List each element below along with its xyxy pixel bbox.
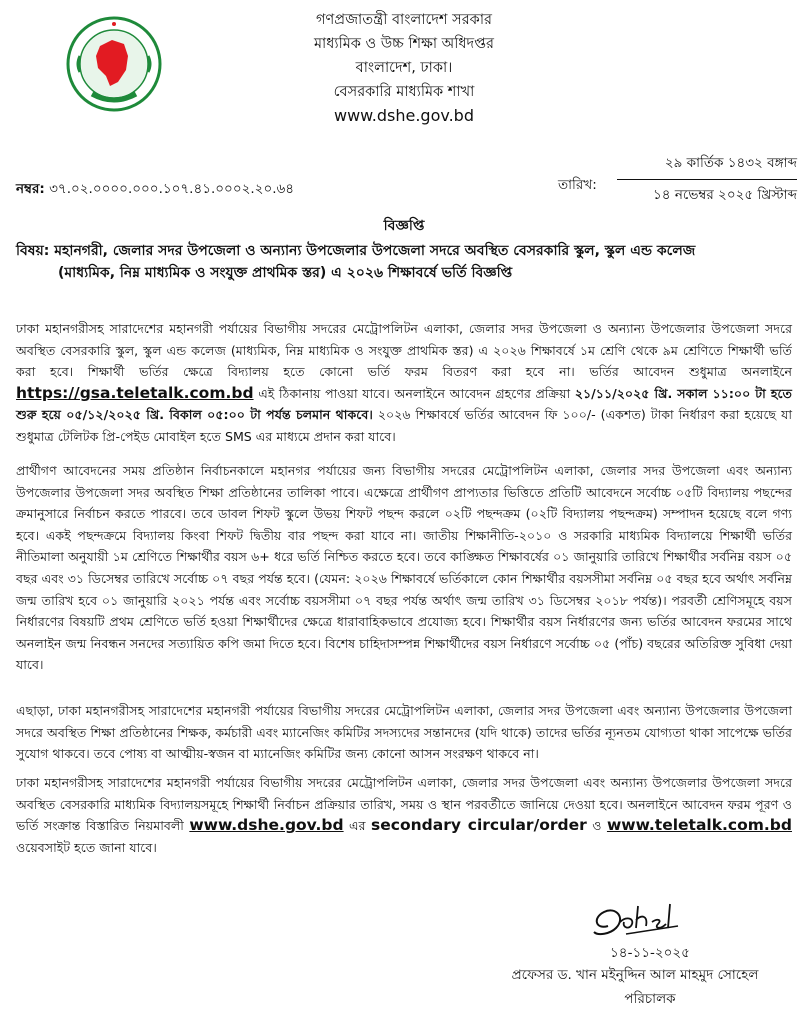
paragraph-3: এছাড়া, ঢাকা মহানগরীসহ সারাদেশের মহানগরী পর্যায়ের বিভাগীয় সদরের মেট্রোপলিটন এলাকা, জেলার সদর উপজেলা এবং অন্যান্য উপজেলার উপজেলা সদরে অবস্থিত শিক্ষা প্রতিষ্ঠানের শিক্ষক, কর্মচারী এবং ম্যানেজিং কমিটির সদস্যদের সন্তানদের (যদি থাকে) তাদের ভর্তির ন্যূনতম যোগ্যতা থাকা সাপেক্ষে ভর্তির সুযোগ থাকবে। তবে পোষ্য বা আত্মীয়-স্বজন বা ম্যানেজিং কমিটির জন্য কোনো আসন সংরক্ষণ থাকবে না। [16,703,792,762]
p4-text-c: ও [586,818,607,834]
dshe-link[interactable]: www.dshe.gov.bd [189,816,344,835]
p1-text-c: ২০২৬ শিক্ষাবর্ষে ভর্তির আবেদন ফি ১০০/- (একশত) টাকা নির্ধারণ করা হয়েছে যা শুধুমাত্র টেলিটক প্রি-পেইড মোবাইল হতে SMS এর মাধ্যমে প্রদান করা যাবে। [16,407,793,444]
subject-text-2: (মাধ্যমিক, নিম্ন মাধ্যমিক ও সংযুক্ত প্রাথমিক স্তর) এ ২০২৬ শিক্ষাবর্ষে ভর্তি বিজ্ঞপ্তি [58,265,513,281]
p4-text-b: এর [343,818,372,834]
secondary-circular-text: secondary circular/order [371,816,587,835]
p1-text-b: এই ঠিকানায় পাওয়া যাবে। অনলাইনে আবেদন গ্রহণের প্রক্রিয়া [253,385,575,401]
signatory-name: প্রফেসর ড. খান মইনুদ্দিন আল মাহমুদ সোহেল [511,967,759,983]
date-gregorian: ১৪ নভেম্বর ২০২৫ খ্রিস্টাব্দ [653,187,797,203]
website-link[interactable]: www.dshe.gov.bd [333,106,474,125]
p4-text-d: ওয়েবসাইট হতে জানা যাবে। [16,839,157,855]
signature-date: ১৪-১১-২০২৫ [610,945,690,961]
paragraph-1 [16,318,792,448]
signatory-designation: পরিচালক [624,991,676,1007]
branch-name: বেসরকারি মাধ্যমিক শাখা [333,84,475,100]
date-label: তারিখ: [558,177,597,193]
gsa-teletalk-link[interactable]: https://gsa.teletalk.com.bd [16,383,254,402]
govt-name: গণপ্রজাতন্ত্রী বাংলাদেশ সরকার [315,12,492,28]
directorate-name: মাধ্যমিক ও উচ্চ শিক্ষা অধিদপ্তর [314,36,494,52]
p4-text-a: ঢাকা মহানগরীসহ সারাদেশের মহানগরী পর্যায়ের বিভাগীয় সদরের মেট্রোপলিটন এলাকা, জেলার সদর উপজেলা এবং অন্যান্য উপজেলার উপজেলা সদরে অবস্থিত বেসরকারি মাধ্যমিক বিদ্যালয়সমূহে শিক্ষার্থী নির্বাচন প্রক্রিয়ার তারিখ, সময় ও স্থান পরবর্তীতে জানিয়ে দেওয়া হবে। অনলাইনে আবেদন ফরম পূরণ ও ভর্তি সংক্রান্ত বিস্তারিত নিয়মাবলী [16,775,792,834]
memo-number-row [16,178,294,201]
memo-label: নম্বর: [16,181,45,197]
paragraph-4 [16,772,792,858]
p1-deadline: ২১/১১/২০২৫ খ্রি. সকাল ১১:০০ টা হতে শুরু হয়ে ০৫/১২/২০২৫ খ্রি. বিকাল ০৫:০০ টা পর্যন্ত চলমান থাকবে। [16,385,792,423]
date-bangla: ২৯ কার্তিক ১৪৩২ বঙ্গাব্দ [617,152,797,180]
signature-image [586,896,696,940]
subject-line-1 [16,240,792,262]
notice-title: বিজ্ঞপ্তি [383,218,425,234]
location: বাংলাদেশ, ঢাকা। [355,60,453,76]
p1-text-a: ঢাকা মহানগরীসহ সারাদেশের মহানগরী পর্যায়ের বিভাগীয় সদরের মেট্রোপলিটন এলাকা, জেলার সদর উপজেলা ও অন্যান্য উপজেলার উপজেলা সদরে অবস্থিত বেসরকারি স্কুল, স্কুল এন্ড কলেজ (মাধ্যমিক, নিম্ন মাধ্যমিক ও সংযুক্ত প্রাথমিক স্তর) এ ২০২৬ শিক্ষাবর্ষে ১ম শ্রেণি থেকে ৯ম শ্রেণিতে শিক্ষার্থী ভর্তি করা হবে। শিক্ষার্থী ভর্তির ক্ষেত্রে বিদ্যালয় হতে কোনো ভর্তি ফরম বিতরণ করা হবে না। ভর্তির আবেদন শুধুমাত্র অনলাইনে [16,321,792,380]
handwritten-signature-icon [586,896,696,940]
teletalk-link[interactable]: www.teletalk.com.bd [606,816,792,835]
paragraph-2: প্রার্থীগণ আবেদনের সময় প্রতিষ্ঠান নির্বাচনকালে মহানগর পর্যায়ের জন্য বিভাগীয় সদরের মেট্রোপলিটন এলাকা, জেলার সদর উপজেলা এবং অন্যান্য উপজেলার উপজেলা সদর অবস্থিত শিক্ষা প্রতিষ্ঠানের তালিকা পাবে। এক্ষেত্রে প্রার্থীগণ প্রাপ্যতার ভিত্তিতে প্রতিটি আবেদনে সর্বোচ্চ ০৫টি বিদ্যালয় পছন্দের ক্রমানুসারে নির্বাচন করতে পারবে। তবে ডাবল শিফট স্কুলে উভয় শিফট পছন্দ করলে ০২টি পছন্দক্রম (০২টি বিদ্যালয় পছন্দক্রম) সম্পাদন হয়েছে বলে গণ্য হবে। একই পছন্দক্রমে বিদ্যালয় কিংবা শিফট দ্বিতীয় বার পছন্দ করা যাবে না। জাতীয় শিক্ষানীতি-২০১০ ও সরকারি মাধ্যমিক বিদ্যালয়ে শিক্ষার্থী ভর্তির নীতিমালা অনুযায়ী ১ম শ্রেণিতে শিক্ষার্থীর বয়স ৬+ ধরে ভর্তি নিশ্চিত করতে হবে। তবে কাঙ্ক্ষিত শিক্ষাবর্ষের ০১ জানুয়ারি তারিখে শিক্ষার্থীর সর্বনিম্ন বয়স ০৫ বছর এবং ৩১ ডিসেম্বর তারিখে সর্বোচ্চ ০৭ বছর পর্যন্ত হবে। (যেমন: ২০২৬ শিক্ষাবর্ষে ভর্তিকালে কোন শিক্ষার্থীর বয়সসীমা সর্বনিম্ন ০৫ বছর হবে অর্থাৎ সর্বনিম্ন জন্ম তারিখ হবে ০১ জানুয়ারি ২০২১ পর্যন্ত এবং সর্বোচ্চ বয়সসীমা ০৭ বছর পর্যন্ত অর্থাৎ জন্ম তারিখ ৩১ ডিসেম্বর ২০১৮ পর্যন্ত)। পরবর্তী শ্রেণিসমূহে বয়স নির্ধারণের বিষয়টি প্রথম শ্রেণিতে ভর্তি হওয়া শিক্ষার্থীদের ক্ষেত্রে ধারাবাহিকভাবে প্রযোজ্য হবে। শিক্ষার্থীর বয়স নির্ধারণের জন্য ভর্তির আবেদন ফরমের সাথে অনলাইন জন্ম নিবন্ধন সনদের সত্যায়িত কপি জমা দিতে হবে। বিশেষ চাহিদাসম্পন্ন শিক্ষার্থীদের বয়স নির্ধারণে সর্বোচ্চ ০৫ (পাঁচ) বছরের অতিরিক্ত সুবিধা দেয়া যাবে। [16,463,792,673]
memo-number: ৩৭.০২.০০০০.০০০.১০৭.৪১.০০০২.২০.৬৪ [49,181,295,197]
subject-text-1: মহানগরী, জেলার সদর উপজেলা ও অন্যান্য উপজেলার উপজেলা সদরে অবস্থিত বেসরকারি স্কুল, স্কুল এন্ড কলেজ [54,243,696,259]
subject-label: বিষয়: [16,243,50,259]
